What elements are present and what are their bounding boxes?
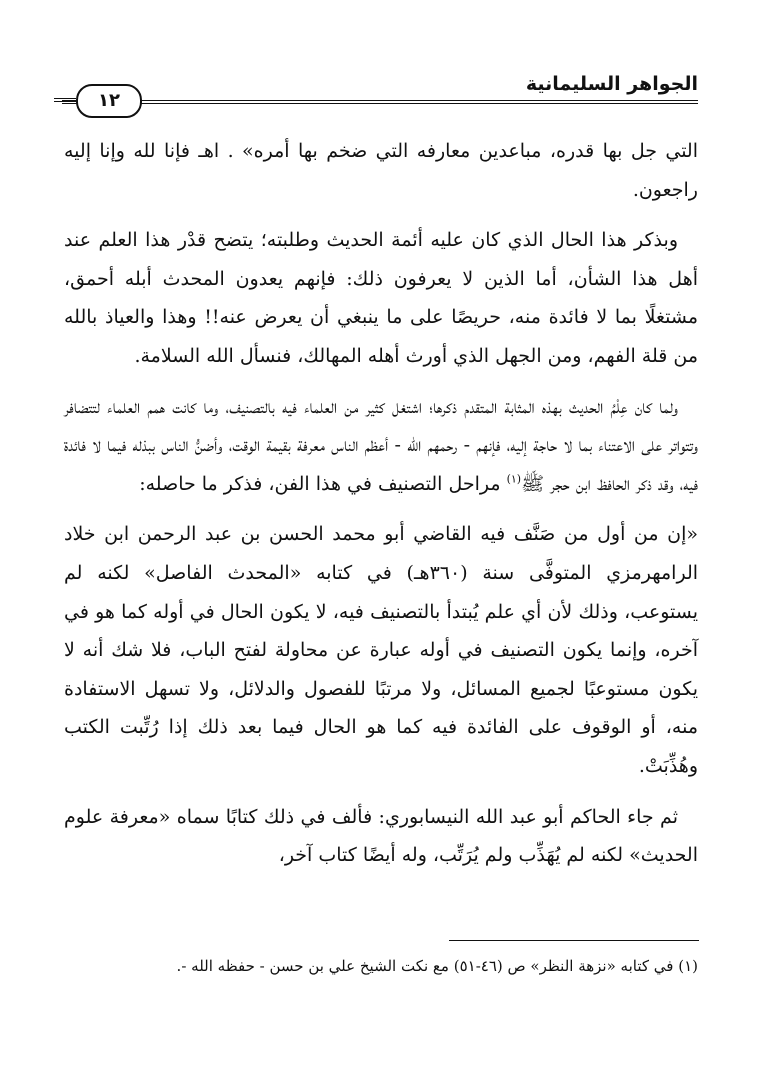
paragraph-2: وبذكر هذا الحال الذي كان عليه أئمة الحديث وطلبته؛ يتضح قدْر هذا العلم عند أهل هذا الشأن، أما الذين لا يعرفون ذلك: فإنهم يعدون المحدث أبله أحمق، مشتغلًا بما لا فائدة منه، حريصًا على ما ينبغي أن يعرض عنه!! وهذا والعياذ بالله من قلة الفهم، ومن الجهل الذي أورث أهله المهالك، فنسأل الله السلامة.	[64, 229, 698, 367]
header-rule	[62, 100, 698, 104]
page-number: ١٢	[76, 84, 142, 118]
paragraph-1: التي جل بها قدره، مباعدين معارفه التي ضخم بها أمره» . اهـ فإنا لله وإنا إليه راجعون.	[64, 140, 698, 201]
footnote-separator	[449, 940, 699, 941]
paragraph-3	[64, 388, 698, 504]
body-text	[64, 132, 698, 887]
paragraph-3-tail: مراحل التصنيف في هذا الفن، فذكر ما حاصله:	[139, 472, 507, 495]
page-header	[62, 70, 698, 112]
running-title: الجواهر السليمانية	[525, 73, 698, 95]
paragraph-5: ثم جاء الحاكم أبو عبد الله النيسابوري: فألف في ذلك كتابًا سماه «معرفة علوم الحديث» لكنه لم يُهَذِّب ولم يُرَتِّب، وله أيضًا كتاب آخر،	[64, 805, 698, 867]
footnote: (١) في كتابه «نزهة النظر» ص (٤٦-٥١) مع نكت الشيخ علي بن حسن - حفظه الله -.	[176, 957, 698, 975]
header-rule-stub	[54, 98, 76, 102]
footnote-marker: (١)	[506, 472, 522, 486]
paragraph-3-text: ولما كان عِلْمُ الحديث بهذه المثابة المتقدم ذكرها؛ اشتغل كثير من العلماء فيه بالتصنيف، وما كانت همم العلماء لتتضافر وتتواتر على الاعتناء بما لا حاجة إليه، فإنهم - رحمهم الله - أعظم الناس معرفة بقيمة الوقت، وأضنُّ الناس ببذله فيما لا فائدة فيه، وقد ذكر الحافظ ابن حجر ﷺ	[64, 395, 698, 495]
quote-paragraph: «إن من أول من صَنَّف فيه القاضي أبو محمد الحسن بن عبد الرحمن ابن خلاد الرامهرمزي المتوفَّى سنة (٣٦٠هـ) في كتابه «المحدث الفاصل» لكنه لم يستوعب، وذلك لأن أي علم يُبتدأ بالتصنيف فيه، لا يكون الحال في أوله كما هو في آخره، وإنما يكون التصنيف في أوله عبارة عن محاولة لفتح الباب، فلا شك أنه لا يكون مستوعبًا لجميع المسائل، ولا مرتبًا للفصول والدلائل، ولا تسهل الاستفادة منه، أو الوقوف على الفائدة فيه كما هو الحال فيما بعد ذلك إذا رُتِّبت الكتب وهُذِّبَتْ.	[64, 523, 699, 777]
